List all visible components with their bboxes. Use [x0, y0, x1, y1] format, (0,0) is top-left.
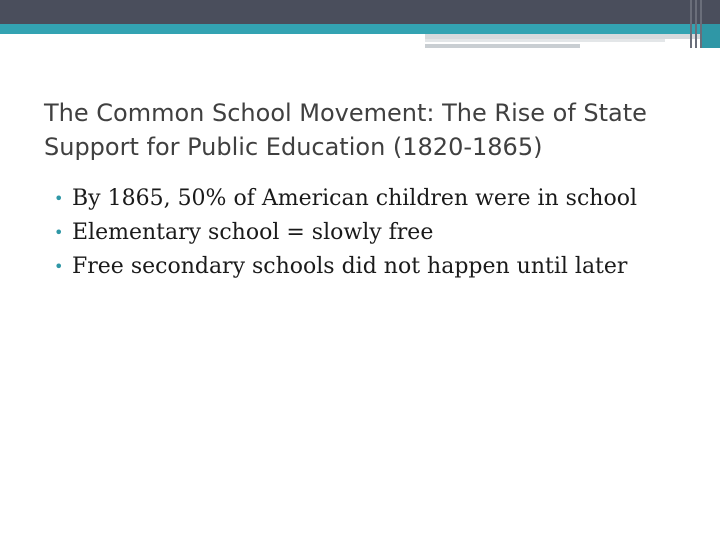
bullet-icon: •	[54, 223, 64, 242]
header-stripes-decoration	[690, 0, 720, 48]
bullet-text: By 1865, 50% of American children were in school	[72, 186, 637, 211]
bullet-item	[54, 216, 674, 250]
header-accent-line	[425, 39, 665, 42]
header-accent-line	[425, 44, 580, 48]
bullet-icon: •	[54, 189, 64, 208]
bullet-icon: •	[54, 257, 64, 276]
bullet-text: Elementary school = slowly free	[72, 220, 434, 245]
bullet-text: Free secondary schools did not happen until later	[72, 254, 628, 279]
bullet-list	[54, 182, 674, 284]
header-band	[0, 0, 720, 24]
slide-title: The Common School Movement: The Rise of State Support for Public Education (1820-1865)	[44, 99, 647, 161]
bullet-item	[54, 250, 674, 284]
bullet-item	[54, 182, 674, 216]
header-accent-teal	[0, 24, 700, 34]
